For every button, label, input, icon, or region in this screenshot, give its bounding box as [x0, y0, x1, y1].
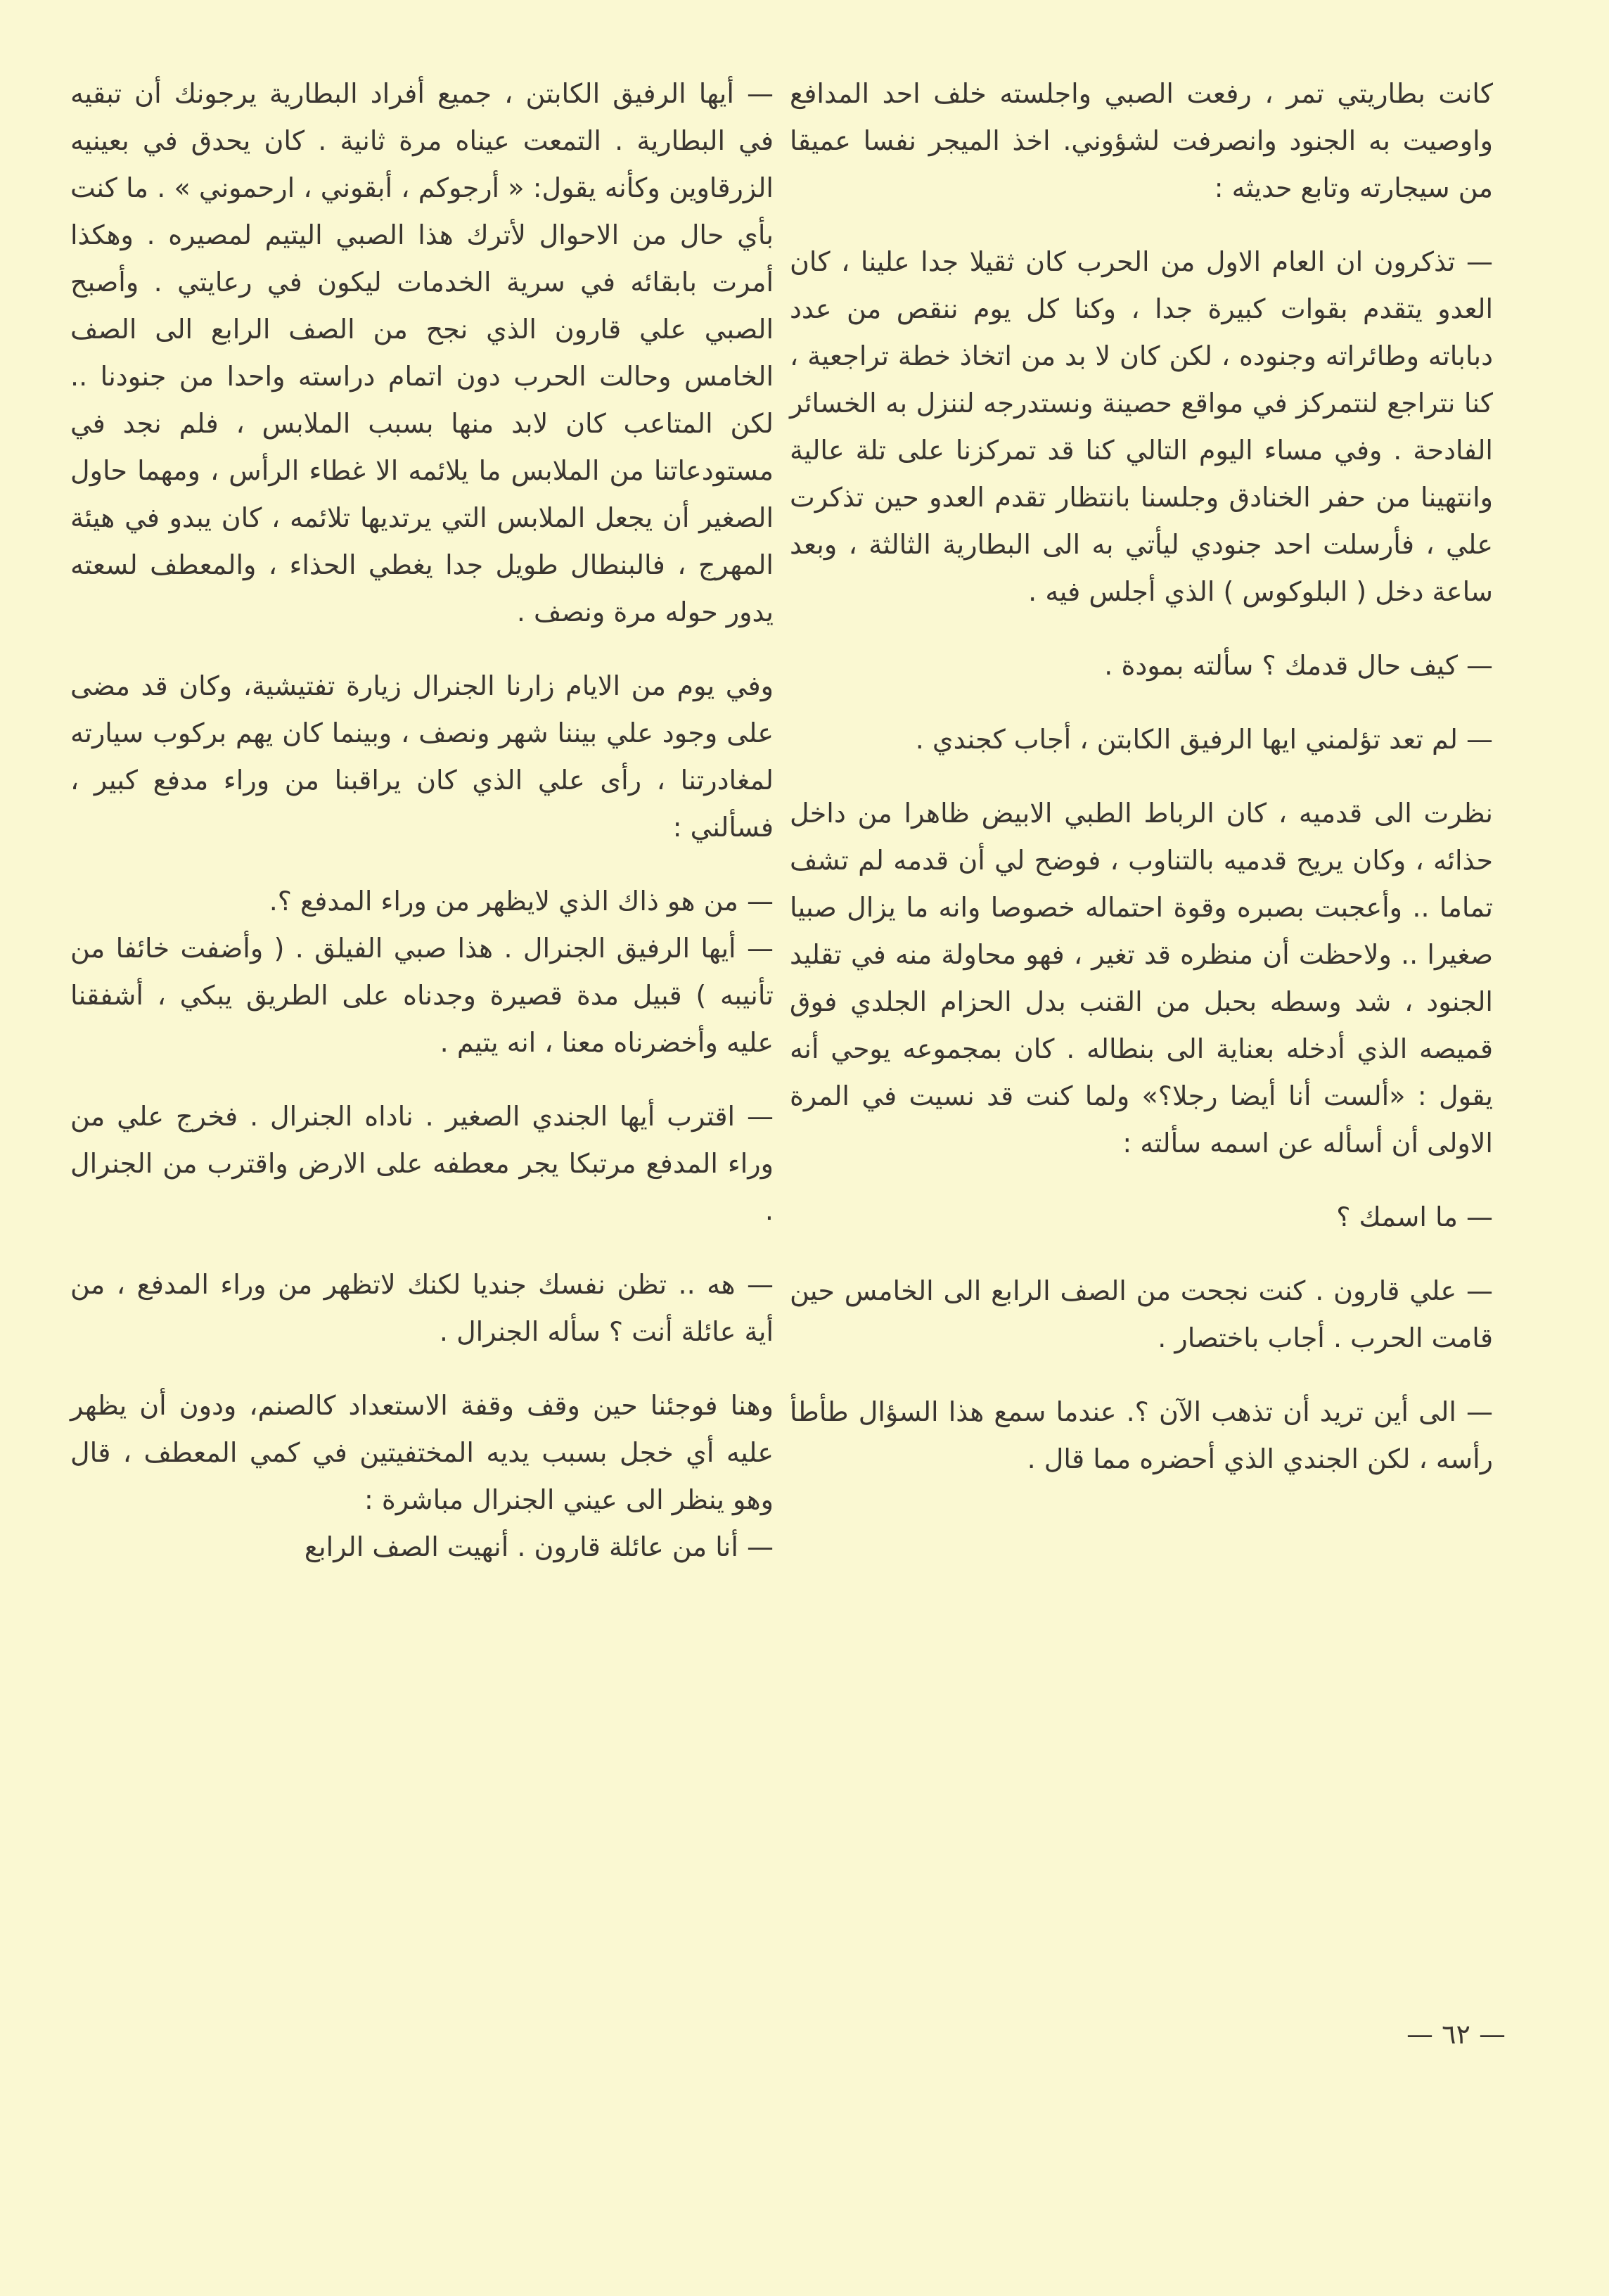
paragraph: — أيها الرفيق الجنرال . هذا صبي الفيلق . ( وأضفت خائفا من تأنيبه ) قبيل مدة قصيرة وجدناه على الطريق يبكي ، أشفقنا عليه وأخضرناه معنا ، انه يتيم .	[70, 933, 774, 1058]
text-columns	[63, 70, 1546, 1970]
paragraph: — ما اسمك ؟	[1336, 1201, 1493, 1232]
page-number: — ٦٢ —	[1406, 2019, 1506, 2050]
paragraph: — اقترب أيها الجندي الصغير . ناداه الجنرال . فخرج علي من وراء المدفع مرتبكا يجر معطفه على الارض واقترب من الجنرال .	[70, 1101, 774, 1226]
paragraph: — الى أين تريد أن تذهب الآن ؟. عندما سمع هذا السؤال طأطأ رأسه ، لكن الجندي الذي أحضره مما قال .	[790, 1396, 1493, 1474]
paragraph: وفي يوم من الايام زارنا الجنرال زيارة تفتيشية، وكان قد مضى على وجود علي بيننا شهر ونصف ، وبينما كان يهم بركوب سيارته لمغادرتنا ، رأى علي الذي كان يراقبنا من وراء مدفع كبير ، فسألني :	[70, 670, 774, 843]
paragraph: — أنا من عائلة قارون . أنهيت الصف الرابع	[304, 1531, 774, 1562]
paragraph: — علي قارون . كنت نجحت من الصف الرابع الى الخامس حين قامت الحرب . أجاب باختصار .	[790, 1275, 1493, 1353]
paragraph: — تذكرون ان العام الاول من الحرب كان ثقيلا جدا علينا ، كان العدو يتقدم بقوات كبيرة جدا ، وكنا كل يوم ننقص من عدد دباباته وطائراته وجنوده ، لكن كان لا بد من اتخاذ خطة تراجعية ، كنا نتراجع لنتمركز في مواقع حصينة ونستدرجه لننزل به الخسائر الفادحة . وفي مساء اليوم التالي كنا قد تمركزنا على تلة عالية وانتهينا من حفر الخنادق وجلسنا بانتظار تقدم العدو حين تذكرت علي ، فأرسلت احد جنودي ليأتي به الى البطارية الثالثة ، وبعد ساعة دخل ( البلوكوس ) الذي أجلس فيه .	[790, 246, 1493, 607]
paragraph: — هه .. تظن نفسك جنديا لكنك لاتظهر من وراء المدفع ، من أية عائلة أنت ؟ سأله الجنرال .	[70, 1269, 774, 1347]
paragraph: — كيف حال قدمك ؟ سألته بمودة .	[1104, 650, 1493, 681]
paragraph: كانت بطاريتي تمر ، رفعت الصبي واجلسته خلف احد المدافع واوصيت به الجنود وانصرفت لشؤوني. اخذ الميجر نفسا عميقا من سيجارته وتابع حديثه :	[790, 78, 1493, 203]
right-column	[790, 70, 1493, 1970]
paragraph: — أيها الرفيق الكابتن ، جميع أفراد البطارية يرجونك أن تبقيه في البطارية . التمعت عيناه مرة ثانية . كان يحدق في بعينيه الزرقاوين وكأنه يقول: « أرجوكم ، أبقوني ، ارحموني » . ما كنت بأي حال من الاحوال لأترك هذا الصبي اليتيم لمصيره . وهكذا أمرت بابقائه في سرية الخدمات ليكون في رعايتي . وأصبح الصبي علي قارون الذي نجح من الصف الرابع الى الصف الخامس وحالت الحرب دون اتمام دراسته واحدا من جنودنا .. لكن المتاعب كان لابد منها بسبب الملابس ، فلم نجد في مستودعاتنا من الملابس ما يلائمه الا غطاء الرأس ، ومهما حاول الصغير أن يجعل الملابس التي يرتديها تلائمه ، كان يبدو في هيئة المهرج ، فالبنطال طويل جدا يغطي الحذاء ، والمعطف لسعته يدور حوله مرة ونصف .	[70, 78, 774, 627]
left-column	[70, 70, 774, 1970]
paragraph: — لم تعد تؤلمني ايها الرفيق الكابتن ، أجاب كجندي .	[915, 724, 1493, 755]
paragraph: وهنا فوجئنا حين وقف وقفة الاستعداد كالصنم، ودون أن يظهر عليه أي خجل بسبب يديه المختفيتين في كمي المعطف ، قال وهو ينظر الى عيني الجنرال مباشرة :	[70, 1390, 774, 1515]
paragraph: نظرت الى قدميه ، كان الرباط الطبي الابيض ظاهرا من داخل حذائه ، وكان يريح قدميه بالتناوب ، فوضح لي أن قدمه لم تشف تماما .. وأعجبت بصبره وقوة احتماله خصوصا وانه ما يزال صبيا صغيرا .. ولاحظت أن منظره قد تغير ، فهو محاولة منه في تقليد الجنود ، شد وسطه بحبل من القنب بدل الحزام الجلدي فوق قميصه الذي أدخله بعناية الى بنطاله . كان بمجموعه يوحي أنه يقول : «ألست أنا أيضا رجلا؟» ولما كنت قد نسيت في المرة الاولى أن أسأله عن اسمه سألته :	[790, 798, 1493, 1159]
paragraph: — من هو ذاك الذي لايظهر من وراء المدفع ؟.	[269, 886, 774, 917]
